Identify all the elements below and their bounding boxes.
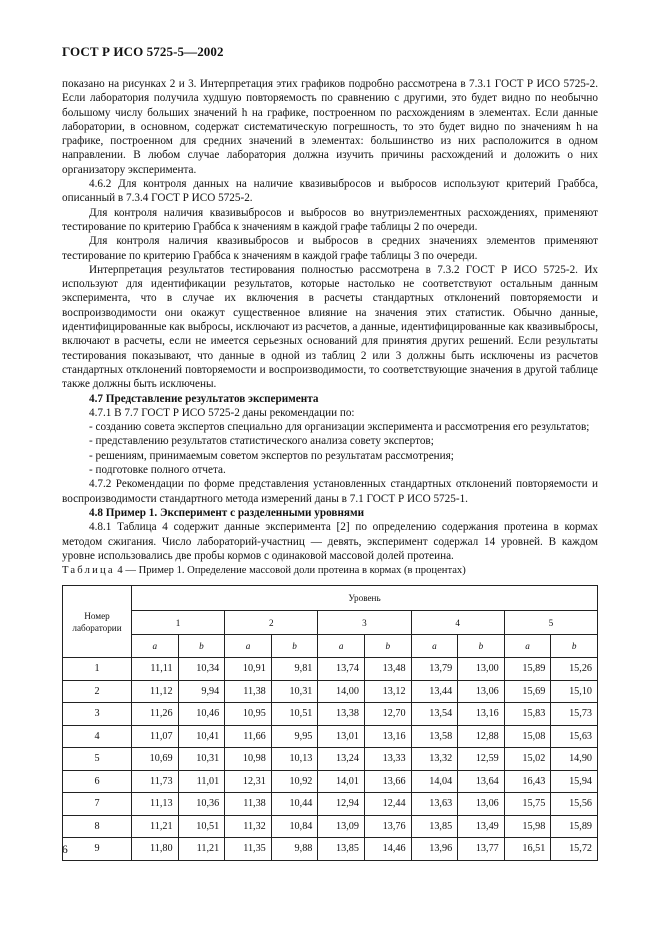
- table-body: [63, 658, 598, 861]
- value-cell: 13,44: [411, 680, 458, 703]
- value-cell: 10,44: [271, 793, 318, 816]
- lab-number-cell: 3: [63, 703, 132, 726]
- value-cell: 11,38: [225, 680, 272, 703]
- lab-number-cell: 9: [63, 838, 132, 861]
- list-item: - решениям, принимаемым советом экспертов по результатам рассмотрения;: [89, 449, 454, 462]
- value-cell: 13,48: [364, 658, 411, 681]
- value-cell: 10,34: [178, 658, 225, 681]
- value-cell: 11,66: [225, 725, 272, 748]
- value-cell: 15,02: [504, 748, 551, 771]
- sub-header-a: a: [318, 635, 365, 658]
- value-cell: 13,85: [318, 838, 365, 861]
- value-cell: 13,77: [458, 838, 505, 861]
- value-cell: 15,98: [504, 815, 551, 838]
- value-cell: 13,16: [458, 703, 505, 726]
- value-cell: 13,66: [364, 770, 411, 793]
- lab-number-header: Номер лаборатории: [63, 586, 132, 658]
- sub-header-a: a: [225, 635, 272, 658]
- value-cell: 11,35: [225, 838, 272, 861]
- paragraph: 4.8.1 Таблица 4 содержит данные эксперимента [2] по определению содержания протеина в кормах методом сжигания. Число лабораторий-участниц — девять, эксперимент содержал 14 уровней. В каждом уровне использовались две пробы кормов с одинаковой массовой долей протеина.: [62, 521, 598, 562]
- value-cell: 11,38: [225, 793, 272, 816]
- value-cell: 14,90: [551, 748, 598, 771]
- value-cell: 15,63: [551, 725, 598, 748]
- value-cell: 9,88: [271, 838, 318, 861]
- level-header: 4: [411, 611, 504, 635]
- value-cell: 10,13: [271, 748, 318, 771]
- value-cell: 11,13: [132, 793, 179, 816]
- value-cell: 10,91: [225, 658, 272, 681]
- value-cell: 10,92: [271, 770, 318, 793]
- level-header: 2: [225, 611, 318, 635]
- paragraph: Для контроля наличия квазивыбросов и выбросов во внутриэлементных расхождениях, применяют тестирование по критерию Граббса к значениям в каждой графе таблицы 2 по очереди.: [62, 206, 598, 233]
- section-heading: 4.7 Представление результатов эксперимента: [89, 392, 319, 405]
- value-cell: 13,33: [364, 748, 411, 771]
- value-cell: 10,51: [178, 815, 225, 838]
- data-table: [62, 585, 598, 861]
- level-header: 1: [132, 611, 225, 635]
- table-caption: [62, 565, 466, 576]
- value-cell: 11,26: [132, 703, 179, 726]
- table-row: [63, 815, 598, 838]
- value-cell: 15,73: [551, 703, 598, 726]
- value-cell: 15,89: [551, 815, 598, 838]
- value-cell: 11,21: [132, 815, 179, 838]
- value-cell: 16,43: [504, 770, 551, 793]
- section-heading: 4.8 Пример 1. Эксперимент с разделенными уровнями: [89, 506, 365, 519]
- value-cell: 13,01: [318, 725, 365, 748]
- value-cell: 13,49: [458, 815, 505, 838]
- value-cell: 13,09: [318, 815, 365, 838]
- lab-number-cell: 8: [63, 815, 132, 838]
- value-cell: 10,95: [225, 703, 272, 726]
- lab-number-cell: 4: [63, 725, 132, 748]
- paragraph: показано на рисунках 2 и 3. Интерпретация этих графиков подробно рассмотрена в 7.3.1 ГОСТ Р ИСО 5725-2. Если лаборатория получила худшую повторяемость по сравнению с другими, это будет видно по необычно большому числу больших значений h на графике, построенном по расхождениям в элементах. Если данные лаборатории, в основном, содержат систематическую погрешность, то это будет видно по значениям h на графике, построенном для средних значений в элементах: большинство из них расположится в одном направлении. В любом случае лаборатория должна изучить причины расхождений и доложить о них организатору эксперимента.: [62, 78, 598, 176]
- value-cell: 12,88: [458, 725, 505, 748]
- table-row: [63, 748, 598, 771]
- value-cell: 13,32: [411, 748, 458, 771]
- value-cell: 14,04: [411, 770, 458, 793]
- sub-header-b: b: [271, 635, 318, 658]
- sub-header-a: a: [132, 635, 179, 658]
- lab-number-cell: 5: [63, 748, 132, 771]
- value-cell: 13,79: [411, 658, 458, 681]
- value-cell: 12,70: [364, 703, 411, 726]
- value-cell: 12,44: [364, 793, 411, 816]
- paragraph: Для контроля наличия квазивыбросов и выбросов в средних значениях элементов применяют тестирование по критерию Граббса к значениям в каждой графе таблицы 3 по очереди.: [62, 235, 598, 262]
- value-cell: 10,46: [178, 703, 225, 726]
- value-cell: 13,16: [364, 725, 411, 748]
- value-cell: 14,01: [318, 770, 365, 793]
- value-cell: 9,94: [178, 680, 225, 703]
- table-row: [63, 658, 598, 681]
- sub-header-b: b: [178, 635, 225, 658]
- value-cell: 11,01: [178, 770, 225, 793]
- value-cell: 15,75: [504, 793, 551, 816]
- sub-header-a: a: [411, 635, 458, 658]
- value-cell: 14,46: [364, 838, 411, 861]
- value-cell: 9,81: [271, 658, 318, 681]
- value-cell: 13,85: [411, 815, 458, 838]
- value-cell: 13,06: [458, 793, 505, 816]
- value-cell: 10,69: [132, 748, 179, 771]
- value-cell: 12,94: [318, 793, 365, 816]
- paragraph: 4.7.2 Рекомендации по форме представления установленных стандартных отклонений повторяемости и воспроизводимости стандартного метода измерений даны в 7.1 ГОСТ Р ИСО 5725-1.: [62, 478, 598, 505]
- table-row: [63, 703, 598, 726]
- value-cell: 13,76: [364, 815, 411, 838]
- list-item: - созданию совета экспертов специально для организации эксперимента и рассмотрения его результатов;: [89, 421, 590, 434]
- value-cell: 13,24: [318, 748, 365, 771]
- value-cell: 13,58: [411, 725, 458, 748]
- value-cell: 10,31: [178, 748, 225, 771]
- lab-number-cell: 6: [63, 770, 132, 793]
- paragraph: Интерпретация результатов тестирования полностью рассмотрена в 7.3.2 ГОСТ Р ИСО 5725-2. Их используют для идентификации результатов, которые настолько не соответствуют остальным данным эксперимента, что в случае их включения в расчеты стандартных отклонений повторяемости и воспроизводимости они окажут существенное влияние на значения этих статистик. Обычно данные, идентифицированные как выбросы, исключают из расчетов, а данные, идентифицированные как квазивыбросы, включают в расчеты, если не имеется серьезных оснований для принятия других решений. Если результаты тестирования показывают, что данные в одной из таблиц 2 или 3 должны быть исключены из расчетов стандартных отклонений повторяемости и воспроизводимости, то соответствующие значения в другой таблице также должны быть исключены.: [62, 263, 598, 391]
- value-cell: 16,51: [504, 838, 551, 861]
- page-number: 6: [62, 844, 68, 856]
- body-text: [62, 77, 598, 563]
- value-cell: 12,59: [458, 748, 505, 771]
- value-cell: 11,80: [132, 838, 179, 861]
- list-item: - подготовке полного отчета.: [89, 464, 226, 477]
- value-cell: 13,63: [411, 793, 458, 816]
- table-caption-text: 4 — Пример 1. Определение массовой доли протеина в кормах (в процентах): [117, 565, 466, 576]
- value-cell: 13,06: [458, 680, 505, 703]
- list-item: - представлению результатов статистического анализа совету экспертов;: [89, 435, 434, 448]
- value-cell: 13,54: [411, 703, 458, 726]
- sub-header-b: b: [364, 635, 411, 658]
- sub-header-b: b: [551, 635, 598, 658]
- value-cell: 11,21: [178, 838, 225, 861]
- level-header: 3: [318, 611, 411, 635]
- value-cell: 10,31: [271, 680, 318, 703]
- value-cell: 15,72: [551, 838, 598, 861]
- value-cell: 10,84: [271, 815, 318, 838]
- value-cell: 15,10: [551, 680, 598, 703]
- value-cell: 13,96: [411, 838, 458, 861]
- value-cell: 15,69: [504, 680, 551, 703]
- value-cell: 15,26: [551, 658, 598, 681]
- paragraph: 4.7.1 В 7.7 ГОСТ Р ИСО 5725-2 даны рекомендации по:: [89, 406, 355, 419]
- table-row: [63, 770, 598, 793]
- value-cell: 12,31: [225, 770, 272, 793]
- value-cell: 15,89: [504, 658, 551, 681]
- value-cell: 13,00: [458, 658, 505, 681]
- lab-number-cell: 1: [63, 658, 132, 681]
- sub-header-a: a: [504, 635, 551, 658]
- sub-header-b: b: [458, 635, 505, 658]
- value-cell: 11,11: [132, 658, 179, 681]
- value-cell: 11,73: [132, 770, 179, 793]
- level-header: 5: [504, 611, 597, 635]
- value-cell: 13,38: [318, 703, 365, 726]
- value-cell: 15,56: [551, 793, 598, 816]
- value-cell: 13,74: [318, 658, 365, 681]
- value-cell: 15,83: [504, 703, 551, 726]
- value-cell: 10,98: [225, 748, 272, 771]
- value-cell: 13,12: [364, 680, 411, 703]
- lab-number-cell: 7: [63, 793, 132, 816]
- value-cell: 15,94: [551, 770, 598, 793]
- level-group-header: Уровень: [132, 586, 598, 611]
- table-row: [63, 838, 598, 861]
- value-cell: 11,07: [132, 725, 179, 748]
- value-cell: 11,12: [132, 680, 179, 703]
- value-cell: 9,95: [271, 725, 318, 748]
- value-cell: 14,00: [318, 680, 365, 703]
- lab-number-cell: 2: [63, 680, 132, 703]
- value-cell: 13,64: [458, 770, 505, 793]
- value-cell: 10,51: [271, 703, 318, 726]
- table-caption-label: Таблица: [62, 565, 115, 576]
- value-cell: 10,36: [178, 793, 225, 816]
- paragraph: 4.6.2 Для контроля данных на наличие квазивыбросов и выбросов используют критерий Граббса, описанный в 7.3.4 ГОСТ Р ИСО 5725-2.: [62, 178, 598, 205]
- table-row: [63, 725, 598, 748]
- page-header: ГОСТ Р ИСО 5725-5—2002: [62, 44, 224, 59]
- table-row: [63, 793, 598, 816]
- value-cell: 15,08: [504, 725, 551, 748]
- value-cell: 10,41: [178, 725, 225, 748]
- table-row: [63, 680, 598, 703]
- value-cell: 11,32: [225, 815, 272, 838]
